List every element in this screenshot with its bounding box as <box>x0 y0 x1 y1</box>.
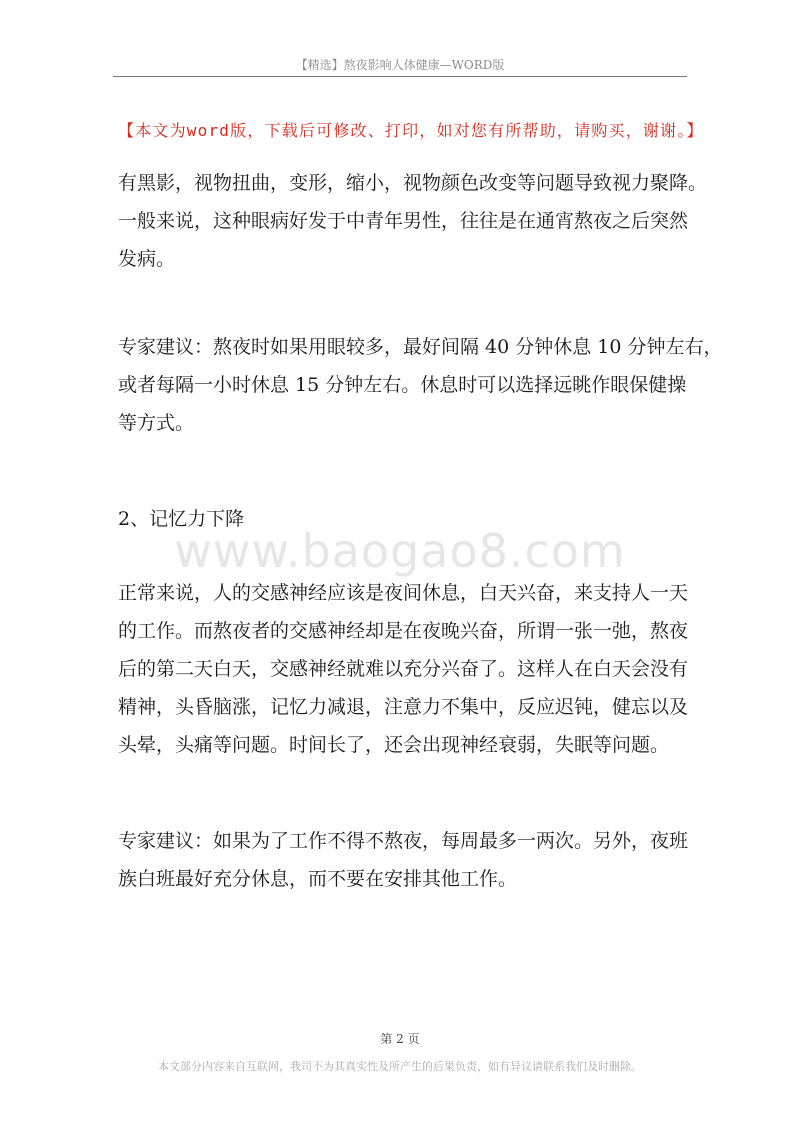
header-divider <box>113 76 687 77</box>
text-line: 有黑影，视物扭曲，变形，缩小，视物颜色改变等问题导致视力聚降。 <box>118 172 708 194</box>
text-line: 专家建议：熬夜时如果用眼较多，最好间隔 40 分钟休息 10 分钟左右， <box>118 336 723 358</box>
text-line: 的工作。而熬夜者的交感神经却是在夜晚兴奋，所谓一张一弛，熬夜 <box>118 620 689 642</box>
text-line: 正常来说，人的交感神经应该是夜间休息，白天兴奋，来支持人一天 <box>118 582 689 604</box>
page-header-title: 【精选】熬夜影响人体健康—WORD版 <box>295 58 505 72</box>
paragraph-sympathetic-nerve <box>118 574 688 764</box>
paragraph-expert-advice-memory <box>118 822 688 898</box>
text-line: 精神，头昏脑涨，记忆力减退，注意力不集中，反应迟钝，健忘以及 <box>118 696 689 718</box>
text-line: 等方式。 <box>118 412 195 434</box>
page-footer-disclaimer: 本文部分内容来自互联网，我司不为其真实性及所产生的后果负责，如有异议请联系我们及时删除。 <box>158 1060 642 1073</box>
site-watermark: www.baogao8.com <box>174 524 626 578</box>
purchase-notice: 【本文为word版，下载后可修改、打印，如对您有所帮助，请购买，谢谢。】 <box>118 121 704 140</box>
page-number: 第 2 页 <box>380 1032 420 1046</box>
text-line: 后的第二天白天，交感神经就难以充分兴奋了。这样人在白天会没有 <box>118 658 689 680</box>
section-heading: 2、记忆力下降 <box>118 508 245 530</box>
text-line: 专家建议：如果为了工作不得不熬夜，每周最多一两次。另外，夜班 <box>118 830 689 852</box>
paragraph-vision <box>118 164 708 278</box>
text-line: 或者每隔一小时休息 15 分钟左右。休息时可以选择远眺作眼保健操 <box>118 374 687 396</box>
paragraph-expert-advice-eyes <box>118 328 723 442</box>
text-line: 头晕，头痛等问题。时间长了，还会出现神经衰弱，失眠等问题。 <box>118 734 670 756</box>
text-line: 族白班最好充分休息，而不要在安排其他工作。 <box>118 868 518 890</box>
text-line: 发病。 <box>118 248 176 270</box>
text-line: 一般来说，这种眼病好发于中青年男性，往往是在通宵熬夜之后突然 <box>118 210 689 232</box>
